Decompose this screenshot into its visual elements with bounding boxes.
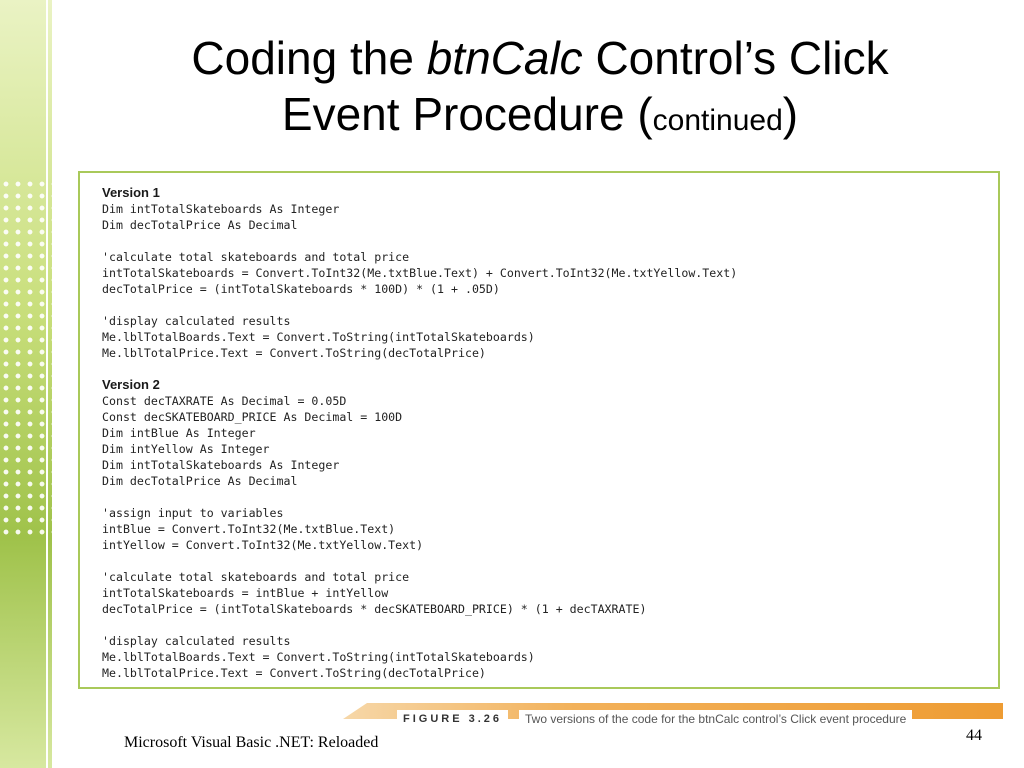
figure-label: FIGURE 3.26: [397, 710, 508, 728]
code-line: Const decTAXRATE As Decimal = 0.05D: [102, 394, 347, 408]
title-part-1: Coding the: [191, 32, 427, 84]
title-continued: continued: [652, 104, 783, 137]
code-line: Me.lblTotalBoards.Text = Convert.ToString(intTotalSkateboards): [102, 650, 535, 664]
title-emphasis: btnCalc: [426, 32, 583, 84]
slide-title: [70, 30, 1010, 149]
title-line-2-end: ): [782, 88, 799, 140]
code-line: intTotalSkateboards = intBlue + intYellow: [102, 586, 389, 600]
code-version-heading: Version 1: [102, 185, 160, 200]
code-line: 'display calculated results: [102, 314, 291, 328]
decorative-dot-pattern: [0, 178, 52, 538]
page-number: 44: [966, 727, 982, 744]
code-line: 'display calculated results: [102, 634, 291, 648]
code-line: 'assign input to variables: [102, 506, 284, 520]
code-line: Dim intYellow As Integer: [102, 442, 270, 456]
code-line: Dim intTotalSkateboards As Integer: [102, 202, 340, 216]
code-line: Dim decTotalPrice As Decimal: [102, 474, 298, 488]
code-line: 'calculate total skateboards and total price: [102, 250, 410, 264]
figure-caption: Two versions of the code for the btnCalc control’s Click event procedure: [519, 710, 912, 728]
footer-text: Microsoft Visual Basic .NET: Reloaded: [124, 734, 379, 751]
code-line: intYellow = Convert.ToInt32(Me.txtYellow.Text): [102, 538, 424, 552]
decorative-divider: [46, 0, 48, 768]
decorative-side-strip: [0, 0, 52, 768]
code-line: intBlue = Convert.ToInt32(Me.txtBlue.Text): [102, 522, 396, 536]
code-blank-line: [102, 553, 988, 569]
code-line: Me.lblTotalPrice.Text = Convert.ToString(decTotalPrice): [102, 666, 486, 680]
code-line: Me.lblTotalPrice.Text = Convert.ToString(decTotalPrice): [102, 346, 486, 360]
code-line: Dim intTotalSkateboards As Integer: [102, 458, 340, 472]
figure-bar-corner: [343, 703, 367, 719]
title-line-1: [70, 30, 1010, 86]
code-listing: [102, 185, 988, 681]
code-line: decTotalPrice = (intTotalSkateboards * 100D) * (1 + .05D): [102, 282, 500, 296]
code-line: decTotalPrice = (intTotalSkateboards * decSKATEBOARD_PRICE) * (1 + decTAXRATE): [102, 602, 647, 616]
title-line-2-start: Event Procedure (: [281, 88, 653, 140]
code-line: Me.lblTotalBoards.Text = Convert.ToString(intTotalSkateboards): [102, 330, 535, 344]
code-blank-line: [102, 489, 988, 505]
title-line-2: [70, 86, 1010, 149]
code-blank-line: [102, 233, 988, 249]
code-line: Dim intBlue As Integer: [102, 426, 256, 440]
code-line: 'calculate total skateboards and total price: [102, 570, 410, 584]
title-part-2: Control’s Click: [582, 32, 889, 84]
code-line: Dim decTotalPrice As Decimal: [102, 218, 298, 232]
code-blank-line: [102, 617, 988, 633]
code-line: intTotalSkateboards = Convert.ToInt32(Me.txtBlue.Text) + Convert.ToInt32(Me.txtYellow.Text): [102, 266, 738, 280]
code-blank-line: [102, 297, 988, 313]
code-figure-frame: [78, 171, 1000, 689]
code-blank-line: [102, 361, 988, 377]
code-line: Const decSKATEBOARD_PRICE As Decimal = 100D: [102, 410, 403, 424]
code-version-heading: Version 2: [102, 377, 160, 392]
